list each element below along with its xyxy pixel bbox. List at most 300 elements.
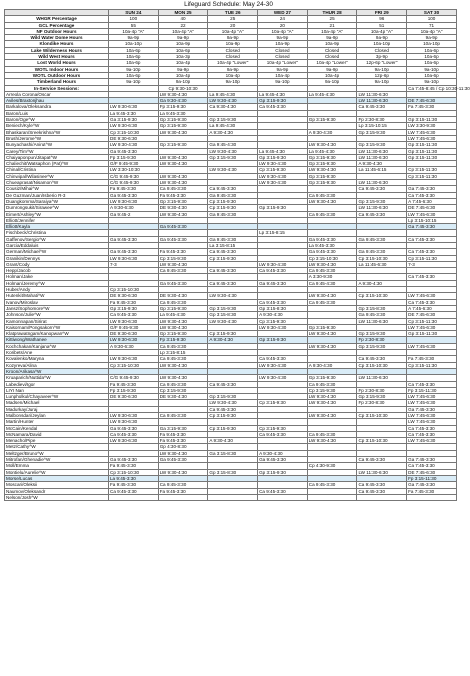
shift-cell: Cp 3:15-10:30 [357,293,407,299]
summary-row [5,79,457,85]
shift-cell: La 9:45-4:30 [208,91,258,97]
shift-cell: Cp 3:15-11:30 [407,318,457,324]
summary-cell: 9a-9p [258,35,308,41]
shift-cell: Ca 9:45-3:30 [258,299,308,305]
summary-cell: 9a-9p [208,66,258,72]
shift-cell: Ca 9:45-3:30 [208,406,258,412]
shift-cell: LW 9:30-4:30 [258,375,308,381]
staff-name: McCain/Kendal [5,425,109,431]
shift-cell: A 9:30-4:30 [258,312,308,318]
summary-cell: 9a-9p [307,66,357,72]
shift-cell: Lp 3:15-8:15 [258,230,308,236]
shift-cell: LW 9:30-4:30 [307,142,357,148]
shift-cell: Gp 3:15-9:30 [258,98,308,104]
shift-cell: Ca 9:45-3:30 [307,268,357,274]
shift-cell [208,494,258,500]
staff-name: Chaiyaponpun/Jitapat^W [5,154,109,160]
shift-cell: LW 7:45-6:30 [407,135,457,141]
shift-cell: LW 9:30-6:30 [109,318,159,324]
shift-cell: LW 9:30-4:30 [158,324,208,330]
summary-label: Klondike Hours [5,41,109,47]
shift-cell: C/G 9:45-9:30 [109,180,159,186]
shift-cell: DE 9:30-6:30 [109,394,159,400]
shift-cell: Gp 3:15-9:30 [357,129,407,135]
shift-cell: Ca 9:45-3:30 [208,249,258,255]
shift-cell: Gp 3:15-9:30 [307,117,357,123]
page-title: Lifeguard Schedule: May 24-30 [184,1,273,8]
summary-cell: 9a-9p [158,66,208,72]
summary-cell: 10a-4p "A" [208,28,258,34]
shift-cell: Gp 3:15-9:30 [158,305,208,311]
shift-cell: Ga 9:45-3:30 [307,249,357,255]
shift-cell: Ga 9:45-3:30 [109,457,159,463]
staff-name: Kroon/Arikasa^W [5,368,109,374]
day-header: TUE 26 [208,10,258,16]
shift-cell: A 9:30-4:30 [357,280,407,286]
shift-cell: A 9:30-4:30 [307,129,357,135]
summary-row [5,47,457,53]
summary-label: In-Service Sessions: [5,85,109,91]
shift-cell: Ca 9:45-3:30 [109,488,159,494]
shift-cell: Fp 2:30-8:30 [357,337,407,343]
shift-cell: Ca 9:45-3:30 [258,356,308,362]
shift-cell: Ga 3:15-9:30 [158,425,208,431]
summary-label: WOTL Outdoor Hours [5,72,109,78]
shift-cell: Fa 7:45-3:30 [407,104,457,110]
staff-name: Bhaskaran/Sreekrishna^W [5,129,109,135]
shift-cell: LW 11:30-6:30 [357,469,407,475]
shift-cell: Ca 9:45-3:30 [158,343,208,349]
shift-cell: Gp 3:15-8:30 [258,305,308,311]
shift-cell: Ga 9:30-4:30 [158,98,208,104]
staff-name: Elliott/Jennifer [5,217,109,223]
staff-name: Montielu/Aurelie^W [5,469,109,475]
shift-cell: LW 7:45-6:30 [407,343,457,349]
summary-cell: 10a-4p "A" [158,28,208,34]
shift-cell: Fa 9:45-3:30 [158,438,208,444]
shift-cell: Gp 3:15-8:30 [208,469,258,475]
summary-cell: Closed [208,47,258,53]
shift-cell: Gp 3:15-9:30 [109,305,159,311]
staff-name: Hepp/Jacob [5,268,109,274]
shift-cell: G/F 9:45-9:30 [109,161,159,167]
shift-cell: A 7:45-6:30 [407,198,457,204]
shift-cell: LW 9:30-4:30 [208,98,258,104]
shift-cell: Ca 7:45-3:30 [407,431,457,437]
summary-label: Wild Water Dome Hours [5,35,109,41]
shift-cell: Lp 3:15-10:15 [407,217,457,223]
shift-cell: La 9:45-3:30 [158,110,208,116]
shift-cell: LW 9:30-4:30 [158,469,208,475]
shift-cell: Gp 3:15-11:30 [407,117,457,123]
summary-cell: Closed [208,54,258,60]
shift-cell: Ga 9:45-3:30 [307,236,357,242]
shift-cell: LW 9:30-4:30 [208,167,258,173]
shift-cell: Ca 9:45-3:30 [158,413,208,419]
summary-cell: 10a-4p [158,60,208,66]
shift-cell: Ga 7:45-3:30 [407,406,457,412]
shift-cell: LW 9:30-4:30 [158,161,208,167]
staff-name: Garcia/Eddaluis [5,242,109,248]
shift-cell: Fp 3:15-9:30 [109,154,159,160]
shift-cell: Ga 9:45-2 [109,211,159,217]
shift-cell: Gp 3:15-9:30 [307,324,357,330]
summary-cell: 9a-10p [109,66,159,72]
shift-cell: Gp 3:15-11:30 [407,331,457,337]
shift-cell: Cp 3:15-9:30 [258,425,308,431]
shift-cell: Ca 9:45-3:30 [158,482,208,488]
shift-cell: Gp 3:15-9:30 [307,161,357,167]
shift-cell: Ga 9:45-3:30 [258,280,308,286]
summary-cell: 10a-4p "Lower" [258,60,308,66]
shift-cell: Ga 9:45-3:30 [158,457,208,463]
staff-name: Brush/Jerome^W [5,135,109,141]
shift-cell: Gp 3:15-9:30 [208,394,258,400]
summary-cell: 9a-9p [158,35,208,41]
shift-cell: Fa 9:45-3:30 [158,192,208,198]
shift-cell: Ga 7:45-3:30 [407,186,457,192]
shift-cell: DE 9:30-4:30 [158,293,208,299]
summary-cell: 100 [407,16,457,22]
shift-cell: Ca 9:45-3:30 [307,299,357,305]
summary-cell: 10a-4p "A" [357,28,407,34]
shift-cell: LW 9:30-4:30 [307,331,357,337]
shift-cell: Gp 3:15-9:30 [208,154,258,160]
shift-cell: LW 9:30-4:30 [158,173,208,179]
staff-name: Grant/Cody [5,261,109,267]
summary-cell: 9a-10p [357,66,407,72]
shift-cell: A 9:30-4:30 [208,337,258,343]
shift-cell: LW 9:30-6:30 [109,337,159,343]
shift-cell: Ga 9:45-3:30 [109,425,159,431]
summary-cell: 10a-6p [109,47,159,53]
shift-cell: LW 9:30-4:30 [158,211,208,217]
shift-cell: Ca 9:45-3:30 [158,268,208,274]
shift-cell: Ca 7:45-3:30 [407,274,457,280]
staff-name: Kochchakan/Kanjana^W [5,343,109,349]
shift-cell: Gp 3:15-9:30 [258,337,308,343]
shift-cell: Gp 3:15-11:30 [407,154,457,160]
shift-cell: Ga 3:15-9:30 [109,117,159,123]
shift-cell: Ga 9:45-3:30 [109,249,159,255]
staff-name: German/Michael^W [5,249,109,255]
summary-cell: 10a-6p [407,60,457,66]
staff-name: Ivanov/Miroslav [5,299,109,305]
shift-cell: Ca 9:45-3:30 [357,356,407,362]
summary-cell: 10a-10p [407,41,457,47]
shift-cell: Cp 4:30-9:30 [307,463,357,469]
shift-cell: Lp 3:15-8:15 [158,350,208,356]
summary-row [5,41,457,47]
summary-cell: 9a-10p [158,79,208,85]
staff-name: Johnson/Julie^W [5,312,109,318]
shift-cell: Gp 3:15-9:30 [357,394,407,400]
summary-cell: 10a-4p "A" [109,28,159,34]
shift-cell: LW 7:45-6:30 [407,211,457,217]
summary-cell: 100 [109,16,159,22]
staff-name: Nelson/Josh^W [5,494,109,500]
shift-cell: Ca 7:45-3:30 [407,425,457,431]
shift-cell: LW 3:30-9:30 [407,123,457,129]
shift-cell: Fp 3:15-9:30 [158,104,208,110]
shift-cell: La 9:45-3:30 [307,242,357,248]
summary-cell: 20 [258,22,308,28]
shift-cell: C/G 9:45-9:30 [109,375,159,381]
shift-cell: La 3:15-8:15 [208,242,258,248]
staff-name: Klatprawatngam/Kanopwan^W [5,331,109,337]
shift-cell: Gp 3:15-8:30 [208,312,258,318]
staff-name: Lunpholkul/Chayaveer^W [5,394,109,400]
shift-cell: LW 9:30-4:30 [208,148,258,154]
shift-cell: Cp 3:15-10:30 [307,255,357,261]
shift-cell: LW 9:30-4:30 [307,438,357,444]
summary-cell: 51 [357,22,407,28]
shift-cell: Cp 3:15-9:30 [158,255,208,261]
shift-cell: LW 11:30-6:30 [357,154,407,160]
shift-cell: Ca 9:45-4:30 [307,280,357,286]
staff-name: LIYI Nan [5,387,109,393]
shift-cell: LW 7:45-6:30 [407,413,457,419]
shift-cell: LW 9:30-4:30 [158,318,208,324]
shift-cell: La 9:45-4:30 [307,91,357,97]
summary-cell: 9a-9p [357,35,407,41]
shift-cell: A 9:30-4:30 [307,362,357,368]
summary-cell: 10a-6p [407,47,457,53]
shift-cell: LW 9:30-4:30 [158,375,208,381]
summary-cell: Closed [307,54,357,60]
shift-cell: Fa 9:45-3:30 [109,186,159,192]
staff-name: McNamara/David [5,431,109,437]
staff-name: Malbonsdari/Jeylan [5,413,109,419]
shift-cell: LW 11:30-6:30 [357,91,407,97]
summary-label: WHGR Percentage [5,16,109,22]
shift-cell: Ga 3:15-8:30 [208,450,258,456]
shift-cell: Ga 9:45-3:30 [158,224,208,230]
staff-name: Hutenkit/Mahati^W [5,293,109,299]
staff-name: Mitrofan/Ghenadie^W [5,457,109,463]
staff-name: Chinwipal/Wilasinee^W [5,173,109,179]
shift-cell: LW 9:30-4:30 [307,343,357,349]
shift-cell: Ca 9:45-3:30 [109,431,159,437]
shift-cell: A 9:30-4:30 [208,438,258,444]
shift-cell: LW 11:30-6:30 [357,375,407,381]
shift-cell: DE 9:30-4:30 [158,394,208,400]
shift-cell: Cp 3:15-9:30 [208,205,258,211]
staff-name: Moscari/Oleksii [5,482,109,488]
shift-cell: Cp 3:15-9:30 [258,318,308,324]
shift-cell [109,494,159,500]
staff-name: Martin/Hunter [5,419,109,425]
day-header: SUN 24 [109,10,159,16]
shift-cell: LW 9:30-6:30 [109,356,159,362]
shift-cell [307,494,357,500]
shift-cell: Ca 9:45-3:30 [109,312,159,318]
summary-cell: 10a-4p [258,72,308,78]
shift-cell: Gp 3:15-9:30 [158,142,208,148]
shift-cell: Fp 2:30-8:30 [357,400,407,406]
shift-cell [407,494,457,500]
shift-cell: La 11:45-6:15 [357,167,407,173]
shift-cell: LW 9:30-4:30 [208,293,258,299]
summary-cell: 10a-4p "A" [407,28,457,34]
day-header: THUR 28 [307,10,357,16]
staff-name: Labedievi/Igor [5,381,109,387]
shift-cell: Gp 3:15-9:30 [258,205,308,211]
summary-cell: 9a-10p [109,79,159,85]
summary-cell: 10a-4p [208,72,258,78]
shift-cell: Cp 3:15-11:30 [407,255,457,261]
shift-cell: Ca 9:45-3:30 [208,268,258,274]
staff-name: Fischbeck/Christina [5,230,109,236]
shift-cell: LW 9:30-4:30 [258,261,308,267]
shift-cell: LW 9:30-6:30 [109,419,159,425]
summary-cell: 10a-9p [208,41,258,47]
shift-cell: 7-3 [407,261,457,267]
shift-cell: Cp 3:15-9:30 [208,255,258,261]
shift-cell: Ga 9:45-3:30 [158,236,208,242]
summary-cell: 25 [208,16,258,22]
staff-name: Bunyachashi/Anirut^W [5,142,109,148]
shift-cell: Ca 9:45-3:30 [307,381,357,387]
staff-name: Kaisornam/Pongsakorn^W [5,324,109,330]
shift-cell: Ca 9:45-3:30 [357,186,407,192]
summary-cell: 9a-10p [258,79,308,85]
summary-label: Lost World Hours [5,60,109,66]
shift-cell: Fa 9:45-3:30 [158,431,208,437]
shift-cell: Ca 9:45-3:30 [158,356,208,362]
summary-cell: 10a-10p [357,41,407,47]
shift-cell: Ca 7:45-3:30 [407,249,457,255]
shift-cell: Ga 9:45-3:30 [357,249,407,255]
summary-cell: 9a-10p [208,79,258,85]
summary-cell: Closed [258,47,308,53]
summary-row [5,60,457,66]
shift-cell: Gp 3:15-9:30 [357,198,407,204]
shift-cell: DE 7:45-6:30 [407,205,457,211]
shift-cell: LW 9:30-6:30 [109,123,159,129]
staff-name: Cousiz/Mihai^W [5,186,109,192]
shift-cell: LW 11:30-6:30 [357,98,407,104]
shift-cell: Gp 3:15-9:30 [158,198,208,204]
shift-cell: La 9:45-4:30 [307,148,357,154]
shift-cell: Gp 3:15-11:30 [407,142,457,148]
shift-cell: Ga 9:45-3:30 [258,457,308,463]
shift-cell: Ca 9:45-3:30 [307,431,357,437]
shift-cell: LW 7:45-6:30 [407,293,457,299]
shift-cell: LW 9:30-4:30 [208,318,258,324]
shift-cell: Ca 7:45-3:30 [407,299,457,305]
shift-cell: Ga 9:45-3:30 [208,236,258,242]
shift-cell: DE 7:45-6:30 [407,469,457,475]
staff-name: Meltzger/Bruno^W [5,450,109,456]
staff-name: Granikin/Dennys [5,255,109,261]
summary-cell: 10a-9p [158,41,208,47]
shift-cell: Cp 3:15-10:30 [357,413,407,419]
shift-cell: Ga 7:45-3:30 [407,457,457,463]
shift-cell: LW 9:30-4:30 [307,394,357,400]
staff-name: Kruaparich/Nuttida^W [5,375,109,381]
summary-cell: 9a-9p [109,35,159,41]
shift-cell: DE 9:30-6:30 [109,135,159,141]
shift-cell: Cp 3:15-10:30 [109,287,159,293]
summary-cell: 40 [158,16,208,22]
summary-label: NF Outdoor Hours [5,28,109,34]
shift-cell: LW 11:30-6:30 [357,180,407,186]
staff-name: Chinal/Cristina [5,167,109,173]
shift-cell: G/F 9:45-9:30 [109,324,159,330]
shift-cell: LW 9:30-6:30 [109,438,159,444]
shift-cell: LW 9:30-6:30 [109,255,159,261]
shift-cell: LW 9:30-4:30 [258,161,308,167]
shift-cell: Cp 3:15-11:30 [407,362,457,368]
summary-cell: 9a-10p [357,79,407,85]
shift-cell: La 9:45-4:30 [258,91,308,97]
shift-cell: Cp 3:15-9:30 [307,387,357,393]
summary-cell: 3p-9p [357,54,407,60]
shift-cell: Cp 3:15-9:30 [208,413,258,419]
shift-cell: Gp 3:15-9:30 [357,343,407,349]
staff-name: Gaffenov/Sergio^W [5,236,109,242]
staff-name: Kovalenko/Maryna [5,356,109,362]
staff-name: Kittiwong/Wathanee [5,337,109,343]
summary-cell: 10a-4p "Lower" [307,60,357,66]
shift-cell: LW 7:45-6:30 [407,129,457,135]
staff-name: Chaliechit/Watsaphon (Pat)^W [5,161,109,167]
summary-cell: Closed [258,54,308,60]
shift-cell: LW 9:30-4:30 [258,324,308,330]
shift-cell: LW 9:30-6:30 [109,413,159,419]
staff-name: Baron/Luis [5,110,109,116]
shift-cell: Ca 9:45-3:30 [208,381,258,387]
shift-cell: Ca 9:45-3:30 [158,381,208,387]
shift-cell: Fp 3:15-9:30 [158,337,208,343]
summary-cell: 10a-4p [158,72,208,78]
shift-cell: A 9:30-4:30 [208,129,258,135]
staff-row [5,494,457,500]
shift-cell: LW 9:30-4:30 [109,142,159,148]
shift-cell: Ca 9:45-3:30 [307,192,357,198]
staff-name: Aviles/Braxtonjhau [5,98,109,104]
shift-cell: LW 9:30-4:30 [307,293,357,299]
shift-cell: Fa 9:45-3:30 [109,299,159,305]
shift-cell [158,494,208,500]
day-header: MON 25 [158,10,208,16]
shift-cell: LW 9:30-4:30 [258,180,308,186]
shift-cell: Gp 3:15-9:30 [357,331,407,337]
shift-cell: LW 9:30-4:30 [258,173,308,179]
staff-name: Carey/Tim^W [5,148,109,154]
shift-cell: Fp 2:30-8:30 [357,117,407,123]
shift-cell: Ca 9:45-3:30 [357,104,407,110]
summary-cell: 24 [258,16,308,22]
shift-cell: Gp 3:15-9:30 [357,142,407,148]
shift-cell: Cp 3:15-11:30 [407,173,457,179]
staff-name: Menacho/Pipe [5,438,109,444]
shift-cell: La 9:45-4:30 [258,148,308,154]
shift-cell: LW 3:30-10:30 [109,167,159,173]
shift-cell: Ca 9:45-3:30 [357,482,407,488]
shift-cell: Gp 3:15-9:30 [158,123,208,129]
summary-cell: 10a-4p "A" [307,28,357,34]
summary-cell: 10a-4p [307,72,357,78]
summary-label: Timberland Hours [5,79,109,85]
shift-cell: Ga 7:45-3:30 [407,224,457,230]
shift-cell: LW 9:30-4:30 [307,198,357,204]
staff-name: Barkalova/Oleksandra [5,104,109,110]
shift-cell: LW 7:45-6:30 [407,419,457,425]
summary-label: WOTL Indoor Hours [5,66,109,72]
shift-cell: A 3:30-9:30 [307,274,357,280]
